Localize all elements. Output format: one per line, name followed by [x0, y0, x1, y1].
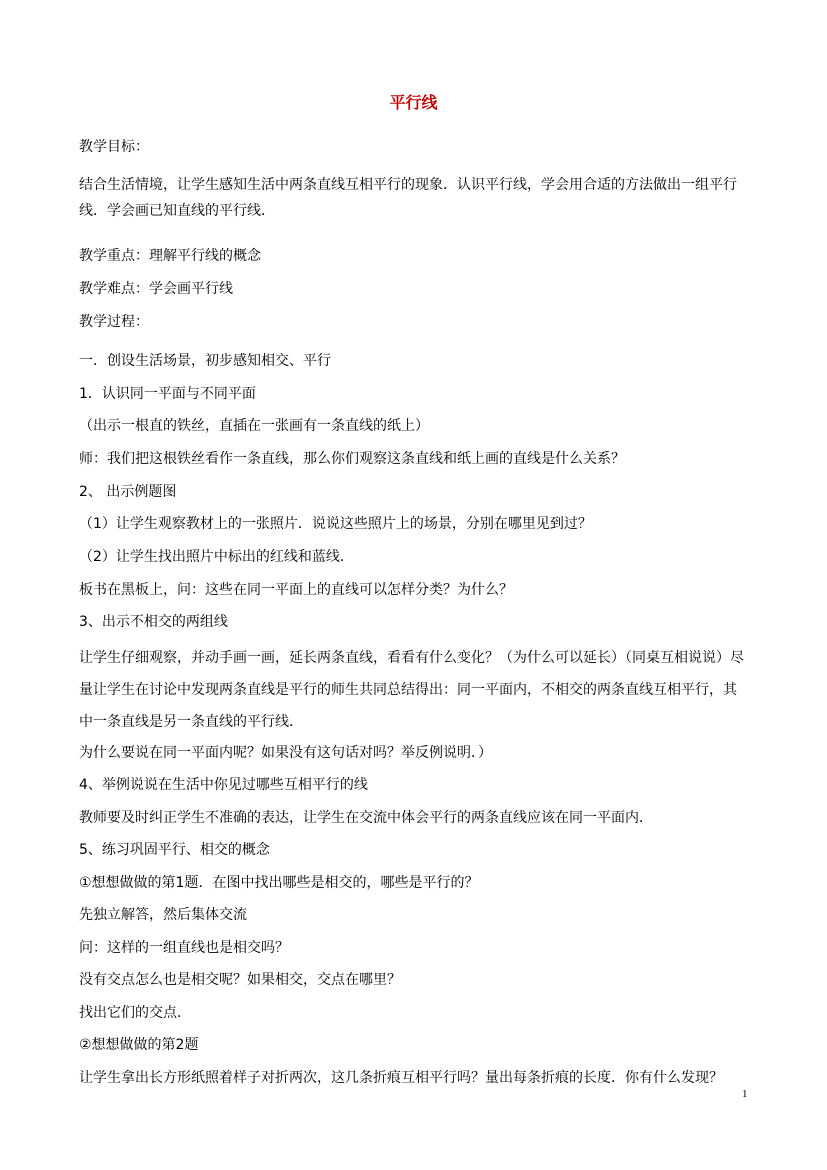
- paragraph: 让学生拿出长方形纸照着样子对折两次，这几条折痕互相平行吗？量出每条折痕的长度．你有什么发现？: [79, 1070, 723, 1086]
- paragraph: （1）让学生观察教材上的一张照片．说说这些照片上的场景，分别在哪里见到过？: [79, 516, 592, 532]
- paragraph: 教学难点：学会画平行线: [79, 281, 233, 297]
- paragraph: 教学重点：理解平行线的概念: [79, 248, 261, 264]
- paragraph: 师：我们把这根铁丝看作一条直线，那么你们观察这条直线和纸上画的直线是什么关系？: [79, 451, 625, 467]
- paragraph: 问：这样的一组直线也是相交吗？: [79, 940, 289, 956]
- page-title: 平行线: [389, 93, 438, 112]
- paragraph: （2）让学生找出照片中标出的红线和蓝线．: [79, 549, 354, 565]
- paragraph: ①想想做做的第1题．在图中找出哪些是相交的，哪些是平行的？: [79, 875, 479, 891]
- page-number: 1: [742, 1088, 748, 1100]
- paragraph: 先独立解答，然后集体交流: [79, 907, 247, 923]
- paragraph: ②想想做做的第2题: [79, 1037, 199, 1053]
- paragraph: 4、举例说说在生活中你见过哪些互相平行的线: [79, 777, 368, 793]
- paragraph: 1．认识同一平面与不同平面: [79, 386, 256, 402]
- paragraph: 教学目标：: [79, 139, 149, 155]
- paragraph: 让学生仔细观察，并动手画一画，延长两条直线，看看有什么变化？（为什么可以延长）（同桌互相说说）尽量让学生在讨论中发现两条直线是平行的师生共同总结得出：同一平面内，不相交的两条直线互相平行，其中一条直线是另一条直线的平行线．: [79, 650, 744, 730]
- paragraph: 5、练习巩固平行、相交的概念: [79, 842, 270, 858]
- paragraph: 为什么要说在同一平面内呢？如果没有这句话对吗？举反例说明．）: [79, 745, 492, 761]
- paragraph: 2、 出示例题图: [79, 484, 177, 500]
- paragraph: 结合生活情境，让学生感知生活中两条直线互相平行的现象．认识平行线，学会用合适的方法做出一组平行线．学会画已知直线的平行线．: [79, 177, 737, 219]
- paragraph: 没有交点怎么也是相交呢？如果相交，交点在哪里？: [79, 972, 401, 988]
- paragraph: 找出它们的交点．: [79, 1005, 191, 1021]
- paragraph: 教学过程：: [79, 314, 149, 330]
- paragraph: 板书在黑板上，问：这些在同一平面上的直线可以怎样分类？为什么？: [79, 582, 513, 598]
- paragraph: （出示一根直的铁丝，直插在一张画有一条直线的纸上）: [79, 418, 429, 434]
- paragraph: 教师要及时纠正学生不准确的表达，让学生在交流中体会平行的两条直线应该在同一平面内．: [79, 810, 653, 826]
- paragraph: 3、出示不相交的两组线: [79, 614, 228, 630]
- paragraph: 一．创设生活场景，初步感知相交、平行: [79, 353, 331, 369]
